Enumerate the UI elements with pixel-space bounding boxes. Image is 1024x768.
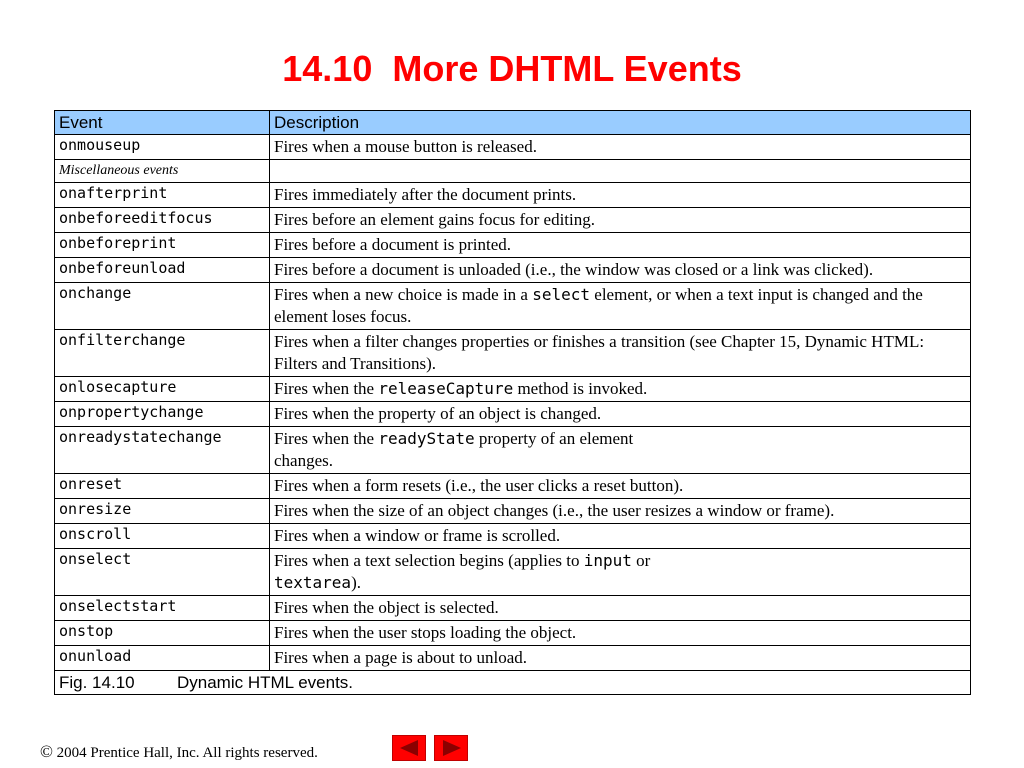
description-text: method is invoked.	[513, 379, 648, 398]
event-description	[270, 427, 971, 474]
table-row	[55, 499, 971, 524]
description-text: ).	[351, 573, 361, 592]
event-description	[270, 233, 971, 258]
event-name: onbeforeunload	[55, 258, 270, 283]
event-description	[270, 474, 971, 499]
event-name: onlosecapture	[55, 377, 270, 402]
copyright-text: 2004 Prentice Hall, Inc. All rights reserved.	[52, 745, 318, 761]
table-row	[55, 377, 971, 402]
event-name: onfilterchange	[55, 330, 270, 377]
table-row	[55, 621, 971, 646]
event-description	[270, 330, 971, 377]
description-text: element, or when a text input is changed and the element loses focus.	[274, 285, 923, 326]
event-name: onselect	[55, 549, 270, 596]
event-name: onpropertychange	[55, 402, 270, 427]
description-text: Fires when the size of an object changes (i.e., the user resizes a window or frame).	[274, 501, 835, 520]
description-text: Fires when a new choice is made in a	[274, 285, 533, 304]
description-text: property of an element	[474, 429, 634, 448]
event-name: onstop	[55, 621, 270, 646]
event-name: onselectstart	[55, 596, 270, 621]
table-header-row	[55, 111, 971, 135]
event-name: onscroll	[55, 524, 270, 549]
description-text: Fires when a text selection begins (applies to	[274, 551, 584, 570]
table-row	[55, 596, 971, 621]
event-description	[270, 135, 971, 160]
event-name: onunload	[55, 646, 270, 671]
right-triangle-icon	[443, 740, 461, 756]
event-description	[270, 524, 971, 549]
event-description	[270, 402, 971, 427]
header-description: Description	[270, 111, 971, 135]
event-description	[270, 258, 971, 283]
event-name: onbeforeeditfocus	[55, 208, 270, 233]
description-text: Fires when the object is selected.	[274, 598, 499, 617]
description-text: Fires when the	[274, 429, 379, 448]
description-text: Fires when a mouse button is released.	[274, 137, 537, 156]
slide-title: 14.10 More DHTML Events	[282, 48, 742, 89]
table-row	[55, 135, 971, 160]
description-text: Fires when the user stops loading the object.	[274, 623, 577, 642]
table-body	[55, 135, 971, 671]
description-text: Fires immediately after the document prints.	[274, 185, 577, 204]
description-text: changes.	[274, 451, 334, 470]
event-description	[270, 183, 971, 208]
event-description	[270, 596, 971, 621]
code-term: releaseCapture	[378, 379, 514, 398]
event-description	[270, 208, 971, 233]
table-row	[55, 330, 971, 377]
table-row	[55, 208, 971, 233]
figure-number: Fig. 14.10	[59, 673, 135, 692]
section-row	[55, 160, 971, 183]
code-term: textarea	[274, 573, 352, 592]
event-description	[270, 646, 971, 671]
copyright-symbol: ©	[40, 742, 53, 761]
table-row	[55, 183, 971, 208]
figure-caption	[55, 671, 971, 695]
description-text: Fires when the	[274, 379, 379, 398]
table-row	[55, 258, 971, 283]
left-triangle-icon	[400, 740, 418, 756]
description-text: or	[631, 551, 651, 570]
event-description	[270, 549, 971, 596]
figure-caption-text: Dynamic HTML events.	[177, 673, 354, 692]
next-slide-button[interactable]	[434, 735, 468, 761]
table-row	[55, 646, 971, 671]
event-description	[270, 499, 971, 524]
table-row	[55, 427, 971, 474]
description-text: Fires before an element gains focus for editing.	[274, 210, 596, 229]
header-event: Event	[55, 111, 270, 135]
description-text: Fires when a window or frame is scrolled.	[274, 526, 561, 545]
description-text: Fires when a form resets (i.e., the user clicks a reset button).	[274, 476, 684, 495]
description-text: Fires before a document is printed.	[274, 235, 511, 254]
section-label: Miscellaneous events	[55, 160, 270, 183]
previous-slide-button[interactable]	[392, 735, 426, 761]
table-row	[55, 402, 971, 427]
event-name: onreadystatechange	[55, 427, 270, 474]
event-description	[270, 283, 971, 330]
code-term: input	[583, 551, 632, 570]
figure-caption-row	[55, 671, 971, 695]
description-text: Fires when a page is about to unload.	[274, 648, 528, 667]
description-text: Fires when a filter changes properties or finishes a transition (see Chapter 15, Dynamic HTML: Filters and Transitions).	[274, 332, 925, 373]
table-row	[55, 283, 971, 330]
event-name: onchange	[55, 283, 270, 330]
event-name: onafterprint	[55, 183, 270, 208]
table-row	[55, 549, 971, 596]
events-table	[54, 110, 971, 695]
event-description	[270, 621, 971, 646]
table-row	[55, 474, 971, 499]
table-row	[55, 524, 971, 549]
table-row	[55, 233, 971, 258]
description-text: Fires when the property of an object is changed.	[274, 404, 602, 423]
copyright-footer	[40, 742, 318, 762]
code-term: select	[532, 285, 591, 304]
event-description	[270, 377, 971, 402]
code-term: readyState	[378, 429, 475, 448]
event-name: onmouseup	[55, 135, 270, 160]
event-name: onresize	[55, 499, 270, 524]
empty-cell	[270, 160, 971, 183]
event-name: onbeforeprint	[55, 233, 270, 258]
description-text: Fires before a document is unloaded (i.e., the window was closed or a link was clicked).	[274, 260, 874, 279]
event-name: onreset	[55, 474, 270, 499]
